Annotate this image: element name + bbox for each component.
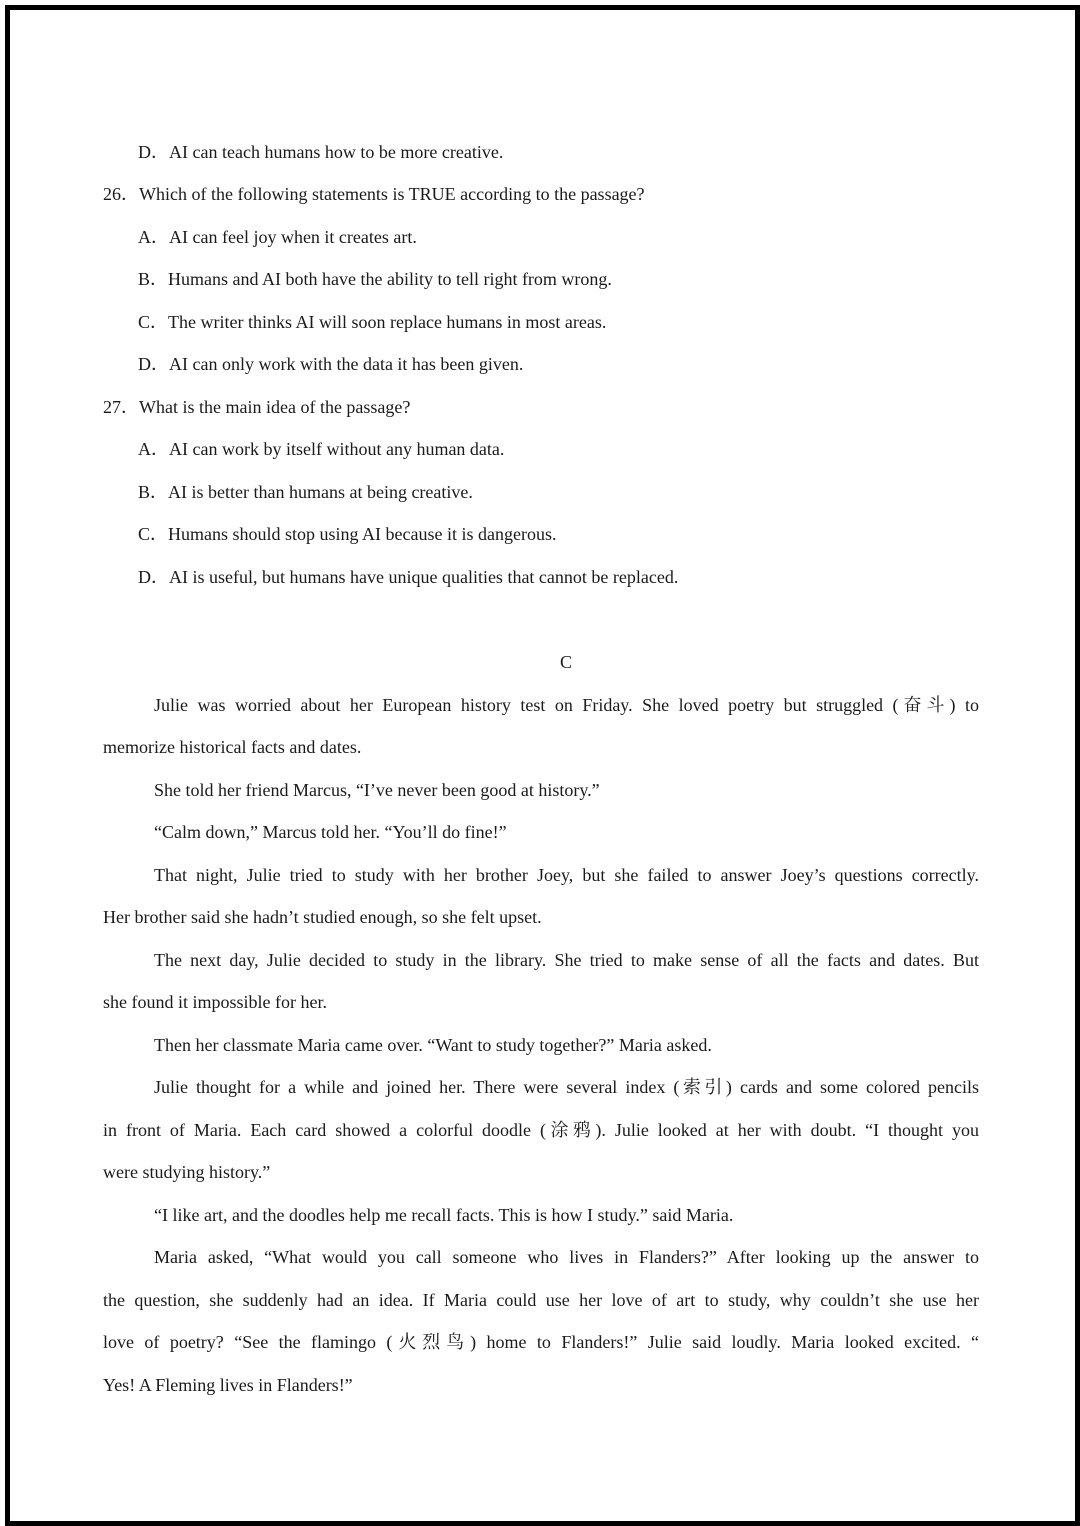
passage-line: Then her classmate Maria came over. “Want to study together?” Maria asked. xyxy=(154,1035,712,1055)
passage-line: Maria asked, “What would you call someone who lives in Flanders?” After looking up the answer to xyxy=(154,1247,979,1267)
q26-option-b: B．Humans and AI both have the ability to tell right from wrong. xyxy=(138,269,612,289)
passage-line: were studying history.” xyxy=(103,1162,271,1182)
passage-line: “Calm down,” Marcus told her. “You’ll do fine!” xyxy=(154,822,507,842)
q27-option-c: C．Humans should stop using AI because it is dangerous. xyxy=(138,524,557,544)
q26-option-d: D．AI can only work with the data it has been given. xyxy=(138,354,524,374)
q26-option-c: C．The writer thinks AI will soon replace humans in most areas. xyxy=(138,312,607,332)
passage-line: memorize historical facts and dates. xyxy=(103,737,362,757)
passage-line: That night, Julie tried to study with her brother Joey, but she failed to answer Joey’s questions correctly. xyxy=(154,865,979,885)
q26-stem: 26．Which of the following statements is TRUE according to the passage? xyxy=(103,184,645,204)
passage-line: Yes! A Fleming lives in Flanders!” xyxy=(103,1375,353,1395)
q27-option-d: D．AI is useful, but humans have unique qualities that cannot be replaced. xyxy=(138,567,679,587)
q27-stem: 27．What is the main idea of the passage? xyxy=(103,397,411,417)
passage-line: Julie was worried about her European history test on Friday. She loved poetry but struggled (奋斗) to xyxy=(154,695,979,715)
passage-line: the question, she suddenly had an idea. If Maria could use her love of art to study, why couldn’t she use her xyxy=(103,1290,979,1310)
passage-line: “I like art, and the doodles help me recall facts. This is how I study.” said Maria. xyxy=(154,1205,734,1225)
section-heading: C xyxy=(559,652,572,672)
passage-line: She told her friend Marcus, “I’ve never been good at history.” xyxy=(154,780,600,800)
q27-option-a: A．AI can work by itself without any human data. xyxy=(138,439,505,459)
passage-line: she found it impossible for her. xyxy=(103,992,327,1012)
passage-line: Julie thought for a while and joined her. There were several index (索引) cards and some colored pencils xyxy=(154,1077,979,1097)
passage-line: The next day, Julie decided to study in the library. She tried to make sense of all the facts and dates. But xyxy=(154,950,979,970)
q27-option-b: B．AI is better than humans at being creative. xyxy=(138,482,473,502)
passage-line: love of poetry? “See the flamingo (火烈鸟) home to Flanders!” Julie said loudly. Maria looked excited. “ xyxy=(103,1332,979,1352)
passage-line: Her brother said she hadn’t studied enough, so she felt upset. xyxy=(103,907,542,927)
passage-line: in front of Maria. Each card showed a colorful doodle (涂鸦). Julie looked at her with doubt. “I thought you xyxy=(103,1120,979,1140)
q25-option-d: D．AI can teach humans how to be more creative. xyxy=(138,142,504,162)
q26-option-a: A．AI can feel joy when it creates art. xyxy=(138,227,417,247)
